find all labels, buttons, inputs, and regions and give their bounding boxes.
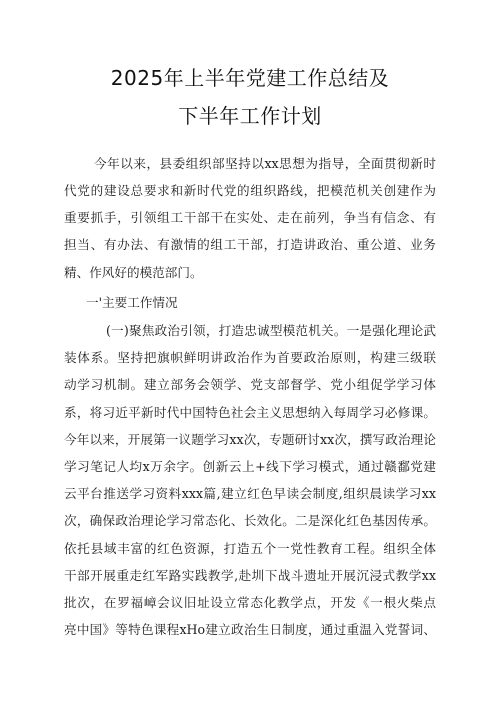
intro-line: 今年以来，县委组织部坚持以xx思想为指导，全面贯彻新时 <box>94 156 436 171</box>
section-line: 装体系。坚持把旗帜鲜明讲政治作为首要政治原则，构建三级联 <box>64 350 436 365</box>
document-title-line2: 下半年工作计划 <box>178 104 322 128</box>
section-heading: 一'主要工作情况 <box>86 295 178 310</box>
intro-line: 重要抓手，引领组工干部干在实处、走在前列，争当有信念、有 <box>64 210 436 225</box>
intro-line: 精、作风好的模范部门。 <box>64 265 203 280</box>
section-line: 云平台推送学习资料xxx篇,建立红色早读会制度,组织晨读学习xx <box>64 486 436 501</box>
section-line: 亮中国》等特色课程xHo建立政治生日制度，通过重温入党誓词、 <box>64 622 436 637</box>
section-line: 批次，在罗福嶂会议旧址设立常态化教学点，开发《一根火柴点 <box>64 595 436 610</box>
section-line: 干部开展重走红军路实践教学,赴圳下战斗遗址开展沉浸式教学xx <box>64 568 436 583</box>
section-line: 学习笔记人均x万余字。创新云上+线下学习模式，通过赣鄱党建 <box>64 459 436 474</box>
section-line: 动学习机制。建立部务会领学、党支部督学、党小组促学学习体 <box>64 377 436 392</box>
section-line: (一)聚焦政治引领，打造忠诚型模范机关。一是强化理论武 <box>106 323 436 338</box>
intro-line: 担当、有办法、有激情的组工干部，打造讲政治、重公道、业务 <box>64 237 436 252</box>
section-line: 系，将习近平新时代中国特色社会主义思想纳入每周学习必修课。 <box>64 405 436 420</box>
section-line: 次，确保政治理论学习常态化、长效化。二是深化红色基因传承。 <box>64 513 436 528</box>
document-title-line1: 2025年上半年党建工作总结及 <box>110 66 390 90</box>
section-line: 依托县域丰富的红色资源，打造五个一党性教育工程。组织全体 <box>64 541 436 556</box>
section-line: 今年以来，开展第一议题学习xx次，专题研讨xx次，撰写政治理论 <box>64 432 436 447</box>
intro-line: 代党的建设总要求和新时代党的组织路线，把模范机关创建作为 <box>64 183 436 198</box>
